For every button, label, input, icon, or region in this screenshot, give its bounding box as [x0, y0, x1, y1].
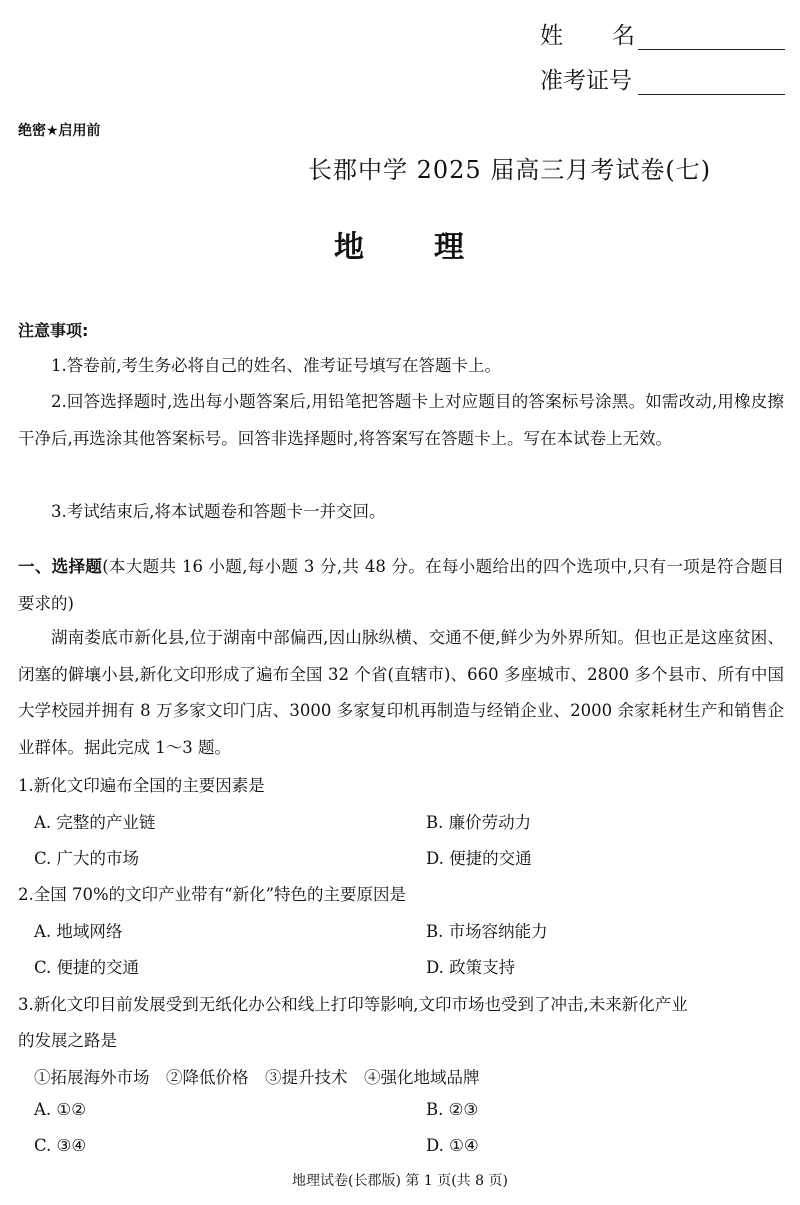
q3-option-c[interactable]: C. ③④ [34, 1136, 87, 1155]
section1-passage: 湖南娄底市新化县,位于湖南中部偏西,因山脉纵横、交通不便,鲜少为外界所知。但也正是这座贫困、闭塞的僻壤小县,新化文印形成了遍布全国 32 个省(直辖市)、660 多座城市、2800 多个县市、所有中国大学校园并拥有 8 万多家文印门店、3000 多家复印机再制造与经销企业、2000 余家耗材生产和销售企业群体。据此完成 1～3 题。 [18, 628, 784, 757]
section1-instructions: (本大题共 16 小题,每小题 3 分,共 48 分。在每小题给出的四个选项中,只有一项是符合题目要求的) [18, 557, 785, 613]
question-3-stem-line1: 3.新化文印目前发展受到无纸化办公和线上打印等影响,文印市场也受到了冲击,未来新化产业 [18, 995, 688, 1014]
question-2-stem: 2.全国 70%的文印产业带有“新化”特色的主要原因是 [18, 885, 407, 904]
question-3-choices: ①拓展海外市场 ②降低价格 ③提升技术 ④强化地域品牌 [34, 1068, 480, 1087]
q2-option-a[interactable]: A. 地域网络 [34, 922, 123, 941]
section1-head: 一、选择题 [18, 557, 103, 576]
note-item-1: 1.答卷前,考生务必将自己的姓名、准考证号填写在答题卡上。 [51, 356, 501, 375]
q3-option-a[interactable]: A. ①② [34, 1100, 86, 1119]
candidate-info [540, 10, 785, 100]
q1-option-b[interactable]: B. 廉价劳动力 [426, 813, 532, 832]
q2-option-d[interactable]: D. 政策支持 [426, 958, 516, 977]
note-item-3: 3.考试结束后,将本试题卷和答题卡一并交回。 [51, 502, 386, 521]
question-3-stem-line2: 的发展之路是 [18, 1031, 117, 1050]
q2-option-c[interactable]: C. 便捷的交通 [34, 958, 140, 977]
exam-id-label: 准考证号 [540, 68, 632, 94]
q1-option-a[interactable]: A. 完整的产业链 [34, 813, 156, 832]
name-label: 姓 名 [540, 23, 636, 49]
name-input-line[interactable] [638, 19, 785, 50]
q2-option-b[interactable]: B. 市场容纳能力 [426, 922, 548, 941]
name-field-row [540, 10, 785, 50]
exam-id-field-row [540, 55, 785, 95]
page-footer: 地理试卷(长郡版) 第 1 页(共 8 页) [292, 1173, 508, 1189]
q1-option-d[interactable]: D. 便捷的交通 [426, 849, 532, 868]
notes-title: 注意事项: [18, 321, 89, 340]
q3-option-b[interactable]: B. ②③ [426, 1100, 479, 1119]
exam-title: 长郡中学 2025 届高三月考试卷(七) [308, 156, 712, 184]
question-1-stem: 1.新化文印遍布全国的主要因素是 [18, 776, 265, 795]
subject-char-2: 理 [434, 230, 464, 265]
q3-option-d[interactable]: D. ①④ [426, 1136, 479, 1155]
subject-title [334, 222, 464, 266]
secret-label: 绝密★启用前 [18, 123, 101, 139]
note-item-2: 2.回答选择题时,选出每小题答案后,用铅笔把答题卡上对应题目的答案标号涂黑。如需改动,用橡皮擦干净后,再选涂其他答案标号。回答非选择题时,将答案写在答题卡上。写在本试卷上无效。 [18, 392, 784, 448]
exam-id-input-line[interactable] [638, 64, 785, 95]
section1-intro [18, 549, 784, 622]
q1-option-c[interactable]: C. 广大的市场 [34, 849, 140, 868]
subject-char-1: 地 [334, 230, 364, 265]
